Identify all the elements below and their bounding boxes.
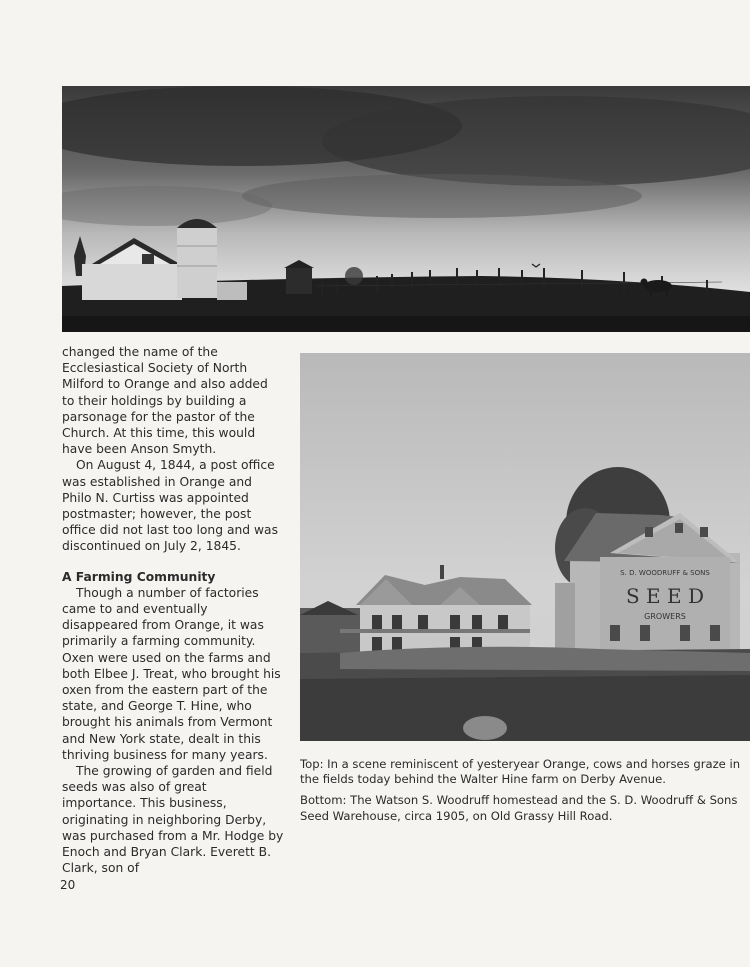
warehouse-sign-owner: S. D. WOODRUFF & SONS xyxy=(620,569,710,577)
page-number: 20 xyxy=(60,878,76,892)
section-heading-farming-community: A Farming Community xyxy=(62,569,216,584)
paragraph-seeds: The growing of garden and field seeds was also of great importance. This business, originating in neighboring Derby, was purchased from a Mr. Hodge by Enoch and Bryan Clark. Everett B. Clark, son of xyxy=(62,764,284,876)
top-photo-farm-sky xyxy=(62,86,750,332)
caption-bottom-photo: Bottom: The Watson S. Woodruff homestead and the S. D. Woodruff & Sons Seed Warehouse, circa 1905, on Old Grassy Hill Road. xyxy=(300,793,738,823)
paragraph-oxen: Though a number of factories came to and eventually disappeared from Orange, it was primarily a farming community. Oxen were used on the farms and both Elbee J. Treat, who brought his oxen from the eastern part of the state, and George T. Hine, who brought his animals from Vermont and New York state, dealt in this thriving business for many years. xyxy=(62,585,281,762)
paragraph-post-office: On August 4, 1844, a post office was established in Orange and Philo N. Curtiss was appointed postmaster; however, the post office did not last too long and was discontinued on July 2, 1845. xyxy=(62,458,278,554)
caption-top-photo: Top: In a scene reminiscent of yesteryear Orange, cows and horses graze in the fields today behind the Walter Hine farm on Derby Avenue. xyxy=(300,757,741,787)
warehouse-sign-seed: S E E D xyxy=(625,584,705,608)
body-text-column xyxy=(62,344,284,877)
photo-captions xyxy=(300,757,750,830)
warehouse-sign-growers: GROWERS xyxy=(644,612,686,621)
bottom-photo-woodruff-homestead xyxy=(300,353,750,741)
paragraph-ecclesiastical-society: changed the name of the Ecclesiastical Society of North Milford to Orange and also added to their holdings by building a parsonage for the pastor of the Church. At this time, this would have been Anson Smyth. xyxy=(62,345,268,457)
